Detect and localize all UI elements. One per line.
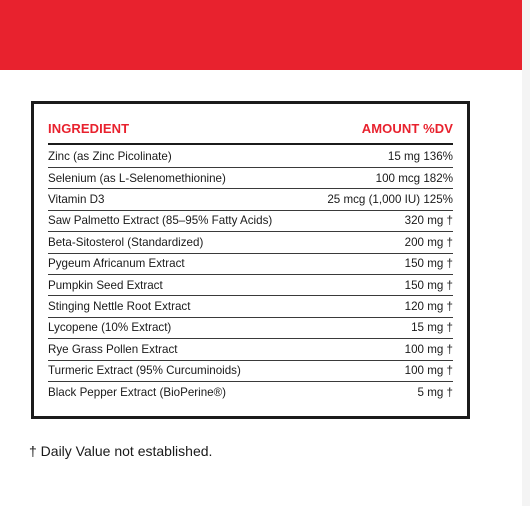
table-row — [48, 339, 453, 360]
ingredient-amount: 100 mcg 182% — [375, 171, 453, 185]
ingredient-amount: 120 mg † — [404, 300, 453, 314]
ingredient-amount: 150 mg † — [404, 257, 453, 271]
ingredient-name: Saw Palmetto Extract (85–95% Fatty Acids) — [48, 214, 273, 228]
table-row — [48, 145, 453, 168]
ingredient-name: Black Pepper Extract (BioPerine®) — [48, 386, 227, 400]
ingredient-amount: 15 mg 136% — [387, 149, 453, 163]
ingredient-name: Pumpkin Seed Extract — [48, 278, 163, 292]
ingredient-amount: 150 mg † — [404, 278, 453, 292]
ingredient-column-header: INGREDIENT — [48, 121, 130, 136]
table-header — [48, 118, 453, 145]
table-row — [48, 296, 453, 317]
table-row — [48, 211, 453, 232]
ingredient-amount: 200 mg † — [404, 235, 453, 249]
table-row — [48, 361, 453, 382]
ingredient-amount: 25 mcg (1,000 IU) 125% — [327, 193, 453, 207]
ingredient-name: Vitamin D3 — [48, 193, 105, 207]
right-edge-strip — [522, 0, 530, 506]
ingredient-amount: 100 mg † — [404, 364, 453, 378]
table-row — [48, 382, 453, 403]
ingredient-name: Turmeric Extract (95% Curcuminoids) — [48, 364, 241, 378]
ingredient-amount: 100 mg † — [404, 342, 453, 356]
ingredient-list — [48, 145, 453, 403]
table-row — [48, 168, 453, 189]
table-row — [48, 318, 453, 339]
table-row — [48, 275, 453, 296]
ingredient-name: Beta-Sitosterol (Standardized) — [48, 235, 204, 249]
ingredient-name: Pygeum Africanum Extract — [48, 257, 185, 271]
ingredient-name: Selenium (as L-Selenomethionine) — [48, 171, 226, 185]
table-row — [48, 232, 453, 253]
top-banner — [0, 0, 522, 70]
ingredient-amount: 320 mg † — [404, 214, 453, 228]
ingredient-amount: 15 mg † — [411, 321, 453, 335]
ingredient-name: Stinging Nettle Root Extract — [48, 300, 191, 314]
ingredient-name: Rye Grass Pollen Extract — [48, 342, 178, 356]
table-row — [48, 189, 453, 210]
footnote: † Daily Value not established. — [29, 443, 213, 459]
ingredient-name: Zinc (as Zinc Picolinate) — [48, 149, 172, 163]
table-row — [48, 254, 453, 275]
supplement-facts-panel — [31, 101, 470, 419]
ingredient-name: Lycopene (10% Extract) — [48, 321, 172, 335]
ingredient-amount: 5 mg † — [417, 386, 453, 400]
amount-column-header: AMOUNT %DV — [361, 121, 453, 136]
